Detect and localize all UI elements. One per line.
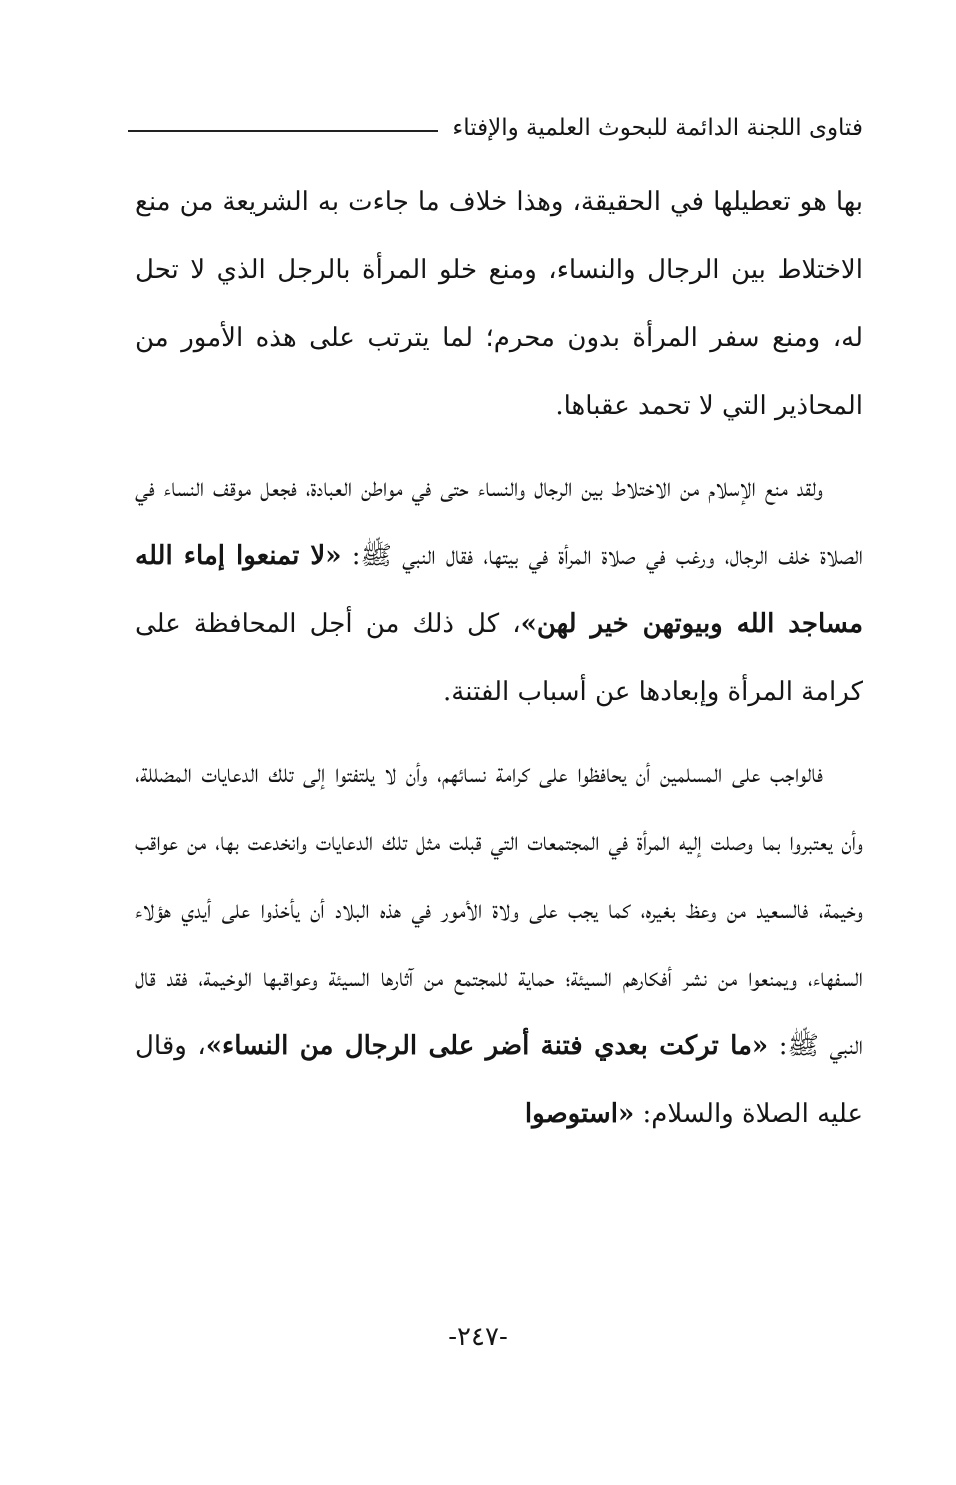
hadith-quote-2: «ما تركت بعدي فتنة أضر على الرجال من النساء»	[205, 1031, 769, 1061]
page-number: -٢٤٧-	[448, 1322, 508, 1352]
header-title: فتاوى اللجنة الدائمة للبحوث العلمية والإفتاء	[452, 115, 863, 141]
paragraph-3	[135, 740, 863, 1148]
paragraph-2-text-before: ولقد منع الإسلام من الاختلاط بين الرجال والنساء حتى في مواطن العبادة، فجعل موقف النساء في الصلاة خلف الرجال، ورغب في صلاة المرأة في بيتها، فقال النبي ﷺ:	[135, 473, 863, 571]
paragraph-1-text: بها هو تعطيلها في الحقيقة، وهذا خلاف ما جاءت به الشريعة من منع الاختلاط بين الرجال والنساء، ومنع خلو المرأة بالرجل الذي لا تحل له، ومنع سفر المرأة بدون محرم؛ لما يترتب على هذه الأمور من المحاذير التي لا تحمد عقباها.	[135, 187, 863, 421]
body-text	[135, 168, 863, 1148]
hadith-quote-1: «لا تمنعوا إماء الله مساجد الله وبيوتهن خير لهن»	[135, 541, 863, 639]
header-rule	[128, 130, 438, 132]
paragraph-2-text-after: ، كل ذلك من أجل المحافظة على كرامة المرأة وإبعادها عن أسباب الفتنة.	[135, 609, 863, 707]
paragraph-1	[135, 168, 863, 440]
paragraph-3-text-before: فالواجب على المسلمين أن يحافظوا على كرامة نسائهم، وأن لا يلتفتوا إلى تلك الدعايات المضللة، وأن يعتبروا بما وصلت إليه المرأة في المجتمعات التي قبلت مثل تلك الدعايات وانخدعت بها، من عواقب وخيمة، فالسعيد من وعظ بغيره، كما يجب على ولاة الأمور في هذه البلاد أن يأخذوا على أيدي هؤلاء السفهاء، ويمنعوا من نشر أفكارهم السيئة؛ حماية للمجتمع من آثارها السيئة وعواقبها الوخيمة، فقد قال النبي ﷺ:	[135, 759, 863, 1061]
paragraph-2	[135, 454, 863, 726]
paragraph-3-text-middle: ، وقال عليه الصلاة والسلام:	[135, 1031, 863, 1129]
hadith-quote-3: «استوصوا	[524, 1099, 635, 1129]
running-header	[128, 108, 863, 148]
